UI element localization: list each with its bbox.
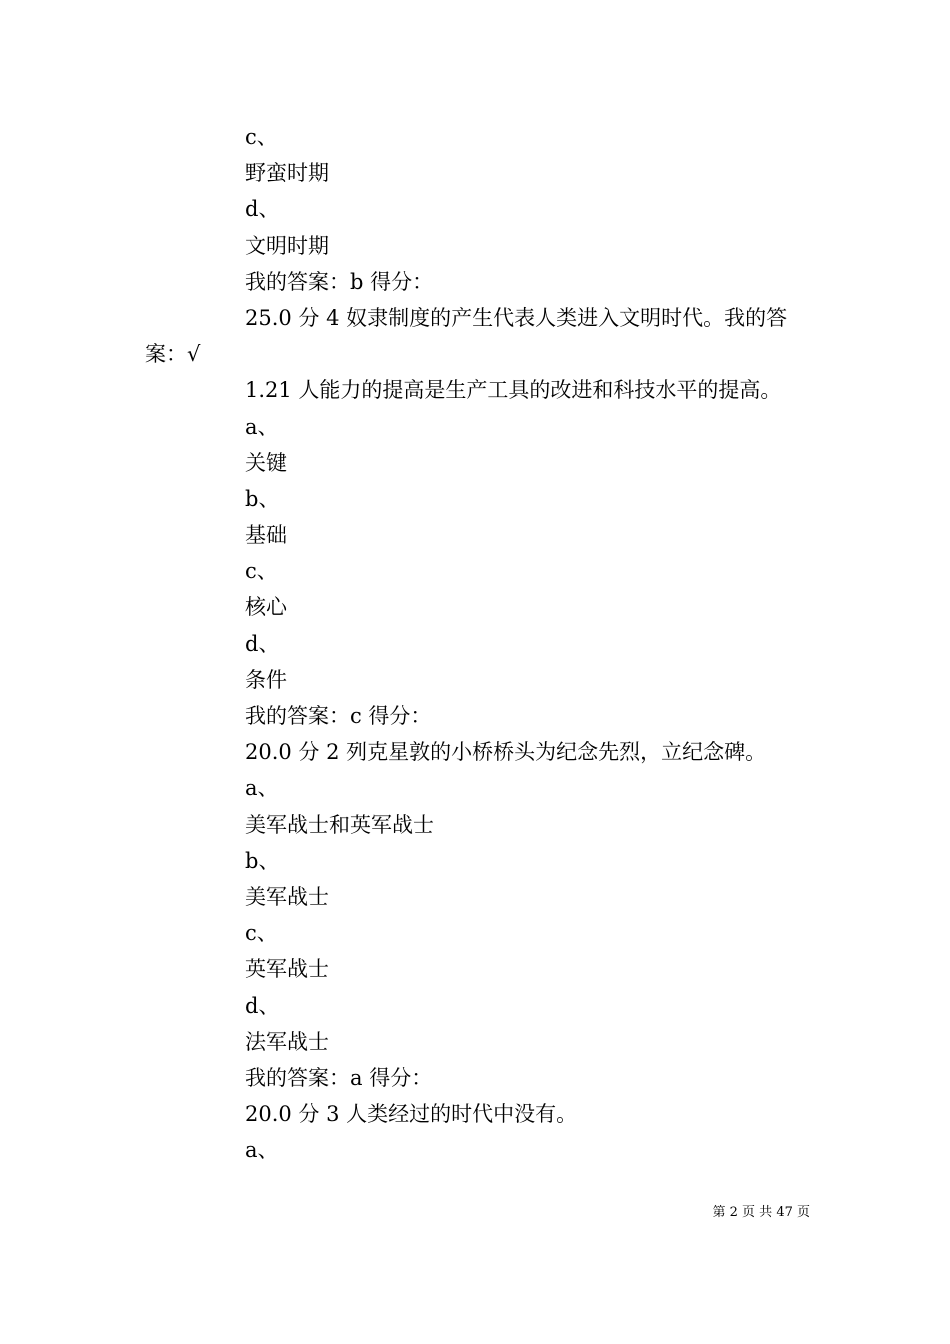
document-body <box>145 119 809 1168</box>
option-letter: c、 <box>245 559 278 584</box>
option-letter: a、 <box>245 1138 279 1163</box>
option-text: 条件 <box>245 667 287 692</box>
question-line: 1.21 人能力的提高是生产工具的改进和科技水平的提高。 <box>245 378 782 403</box>
option-text: 美军战士和英军战士 <box>245 812 434 837</box>
question-line-continued: 案：√ <box>145 342 201 367</box>
question-line: 20.0 分 3 人类经过的时代中没有。 <box>245 1102 578 1127</box>
option-text: 文明时期 <box>245 233 329 258</box>
option-letter: a、 <box>245 414 279 439</box>
option-text: 关键 <box>245 450 287 475</box>
option-text: 英军战士 <box>245 957 329 982</box>
answer-line: 我的答案：b 得分： <box>245 269 434 294</box>
option-text: 基础 <box>245 523 287 548</box>
page-number: 第 2 页 共 47 页 <box>712 1205 810 1220</box>
option-letter: b、 <box>245 848 280 873</box>
option-letter: c、 <box>245 921 278 946</box>
question-line: 25.0 分 4 奴隶制度的产生代表人类进入文明时代。我的答 <box>245 305 788 330</box>
option-letter: c、 <box>245 125 278 149</box>
option-text: 法军战士 <box>245 1029 329 1054</box>
option-text: 美军战士 <box>245 884 329 909</box>
option-letter: b、 <box>245 486 280 511</box>
answer-line: 我的答案：c 得分： <box>245 704 432 728</box>
option-letter: a、 <box>245 776 279 801</box>
option-letter: d、 <box>245 631 280 656</box>
question-line: 20.0 分 2 列克星敦的小桥桥头为纪念先烈，立纪念碑。 <box>245 740 767 765</box>
option-text: 核心 <box>245 595 287 620</box>
option-text: 野蛮时期 <box>245 161 329 186</box>
option-letter: d、 <box>245 197 280 222</box>
answer-line: 我的答案：a 得分： <box>245 1065 433 1090</box>
option-letter: d、 <box>245 993 280 1018</box>
